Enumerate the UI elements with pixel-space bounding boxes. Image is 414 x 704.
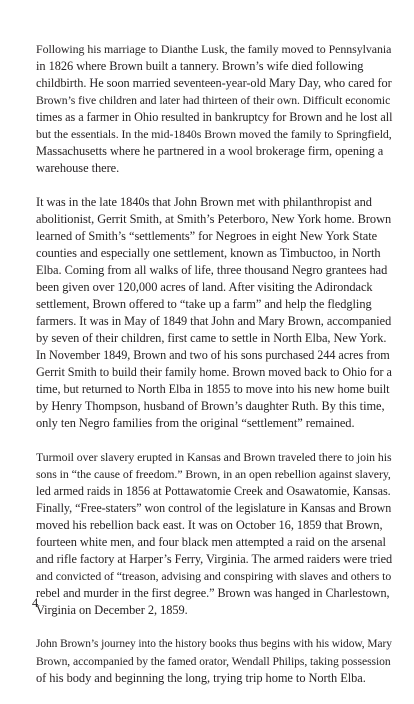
text-line: time, but returned to North Elba in 1855 to move into his new home built [36,382,390,396]
text-line: warehouse there. [36,161,120,175]
text-line: in 1826 where Brown built a tannery. Brown’s wife died following [36,59,364,73]
text-line: only ten Negro families from the original “settlement” remained. [36,416,355,430]
text-line: abolitionist, Gerrit Smith, at Smith’s Peterboro, New York home. Brown [36,212,392,226]
text-line: farmers. It was in May of 1849 that John and Mary Brown, accompanied [36,314,392,328]
paragraph-north-elba-settlement [36,194,392,432]
text-line: childbirth. He soon married seventeen-year-old Mary Day, who cared for [36,76,392,90]
text-line: Brown, accompanied by the famed orator, Wendall Philips, taking possession [36,655,391,668]
text-line: John Brown’s journey into the history books thus begins with his widow, Mary [36,638,392,650]
text-line: fourteen white men, and four black men attempted a raid on the arsenal [36,535,386,549]
text-line: by Henry Thompson, husband of Brown’s daughter Ruth. By this time, [36,399,385,413]
text-line: and rifle factory at Harper’s Ferry, Virginia. The armed raiders were tried [36,552,393,566]
text-line: and convicted of “treason, advising and conspiring with slaves and others to [36,569,392,583]
text-line: It was in the late 1840s that John Brown met with philanthropist and [36,195,372,209]
paragraph-marriage-and-moves [36,41,392,177]
text-line: Brown’s five children and later had thirteen of their own. Difficult economic [36,94,391,107]
text-line: Elba. Coming from all walks of life, three thousand Negro grantees had [36,263,388,277]
paragraph-journey-home [36,636,392,687]
page-number: 4 [32,596,39,610]
text-line: led armed raids in 1856 at Pottawatomie Creek and Osawatomie, Kansas. [36,484,391,498]
text-line: In November 1849, Brown and two of his sons purchased 244 acres from [36,348,390,362]
text-line: by seven of their children, first came to settle in North Elba, New York. [36,331,387,345]
text-line: Gerrit Smith to build their family home. Brown moved back to Ohio for a [36,365,392,379]
text-line: but the essentials. In the mid-1840s Brown moved the family to Springfield, [36,127,392,141]
text-line: sons in “the cause of freedom.” Brown, in an open rebellion against slavery, [36,467,391,481]
text-line: Massachusetts where he partnered in a wool brokerage firm, opening a [36,144,384,158]
text-line: rebel and murder in the first degree.” Brown was hanged in Charlestown, [36,586,390,600]
text-line: been given over 120,000 acres of land. After visiting the Adirondack [36,280,373,294]
text-line: learned of Smith’s “settlements” for Negroes in eight New York State [36,229,378,243]
text-line: Finally, “Free-staters” won control of the legislature in Kansas and Brown [36,501,392,515]
text-line: times as a farmer in Ohio resulted in bankruptcy for Brown and he lost all [36,110,393,124]
text-line: Virginia on December 2, 1859. [36,603,188,617]
text-line: Following his marriage to Dianthe Lusk, the family moved to Pennsylvania [36,42,392,56]
text-line: of his body and beginning the long, trying trip home to North Elba. [36,671,366,685]
body-text [36,41,392,704]
text-line: counties and especially one settlement, known as Timbuctoo, in North [36,246,381,260]
text-line: moved his rebellion back east. It was on October 16, 1859 that Brown, [36,518,383,532]
text-line: Turmoil over slavery erupted in Kansas and Brown traveled there to join his [36,450,392,464]
paragraph-kansas-and-harpers-ferry [36,449,392,619]
text-line: settlement, Brown offered to “take up a farm” and help the fledgling [36,297,372,311]
